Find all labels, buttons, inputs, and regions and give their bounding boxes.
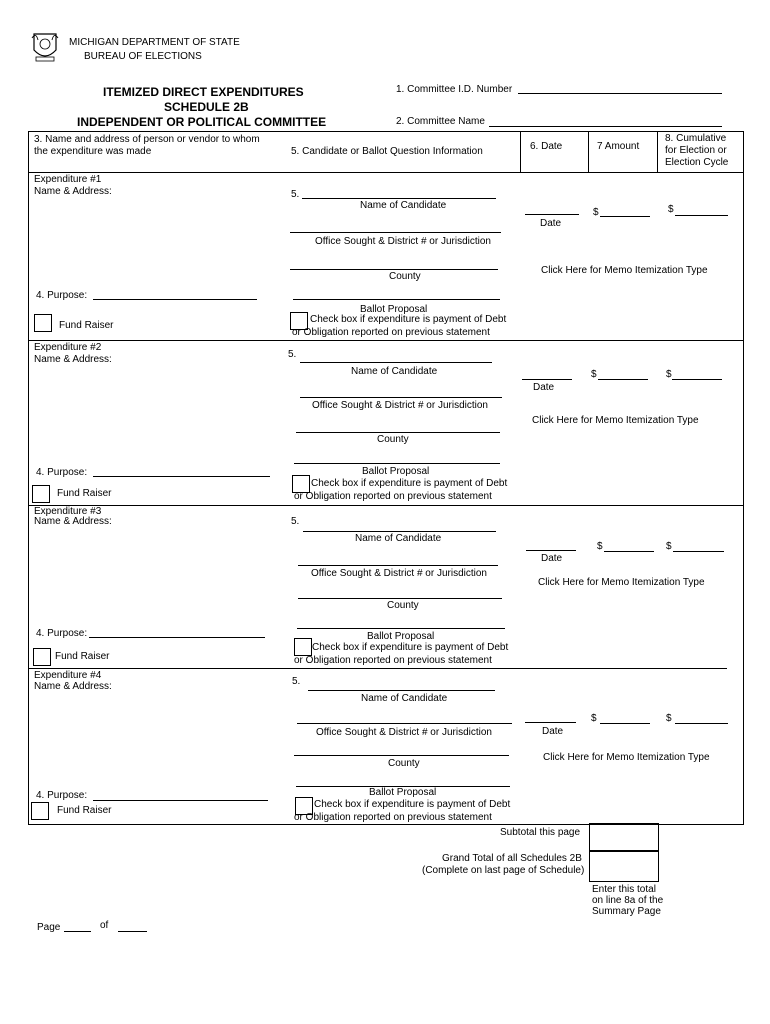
cumulative-field[interactable] (675, 215, 728, 216)
date-field[interactable] (526, 550, 576, 551)
memo-itemization-link[interactable]: Click Here for Memo Itemization Type (541, 265, 708, 276)
grand-total-field[interactable] (589, 850, 659, 882)
debt-payment-label: Check box if expenditure is payment of Debt (312, 642, 509, 653)
cumulative-field[interactable] (673, 551, 724, 552)
debt-payment-label-2: or Obligation reported on previous statement (292, 327, 490, 338)
candidate-name-label: Name of Candidate (360, 200, 447, 211)
item-five-label: 5. (288, 349, 297, 360)
candidate-name-label: Name of Candidate (355, 533, 442, 544)
column-header-vendor: 3. Name and address of person or vendor to whom the expenditure was made (34, 134, 260, 157)
column-header-amount: 7 Amount (597, 141, 640, 152)
column-header-cumulative: 8. Cumulative for Election or Election Cycle (665, 133, 729, 168)
office-sought-field[interactable] (290, 232, 501, 233)
debt-payment-label: Check box if expenditure is payment of Debt (311, 478, 508, 489)
name-address-label: Name & Address: (34, 516, 112, 527)
fund-raiser-label: Fund Raiser (57, 488, 112, 499)
committee-id-label: 1. Committee I.D. Number (396, 84, 513, 95)
amount-dollar-sign: $ (593, 207, 599, 218)
page-label: Page (37, 922, 61, 933)
ballot-proposal-label: Ballot Proposal (360, 304, 428, 315)
column-header-candidate: 5. Candidate or Ballot Question Information (291, 146, 483, 157)
candidate-name-field[interactable] (302, 198, 496, 199)
page-total-field[interactable] (118, 931, 147, 932)
cumulative-field[interactable] (672, 379, 722, 380)
committee-name-label: 2. Committee Name (396, 116, 485, 127)
header-divider (28, 172, 743, 173)
date-field[interactable] (525, 214, 579, 215)
debt-payment-label: Check box if expenditure is payment of Debt (314, 799, 511, 810)
expenditure-label: Expenditure #1 (34, 174, 102, 185)
date-field[interactable] (522, 379, 572, 380)
memo-itemization-link[interactable]: Click Here for Memo Itemization Type (543, 752, 710, 763)
cumulative-field[interactable] (675, 723, 728, 724)
purpose-label: 4. Purpose: (36, 290, 88, 301)
purpose-label: 4. Purpose: (36, 790, 88, 801)
cumulative-dollar-sign: $ (666, 541, 672, 552)
date-label: Date (541, 553, 563, 564)
cumulative-dollar-sign: $ (666, 713, 672, 724)
debt-payment-label-2: or Obligation reported on previous statement (294, 491, 492, 502)
candidate-name-field[interactable] (303, 531, 496, 532)
ballot-proposal-field[interactable] (297, 628, 505, 629)
column-header-date: 6. Date (530, 141, 563, 152)
office-sought-label: Office Sought & District # or Jurisdiction (312, 400, 488, 411)
fund-raiser-label: Fund Raiser (57, 805, 112, 816)
candidate-name-label: Name of Candidate (351, 366, 438, 377)
committee-id-field[interactable] (518, 93, 722, 94)
col-divider-7 (588, 131, 589, 172)
form-title-line2: SCHEDULE 2B (164, 100, 249, 114)
form-title-line3: INDEPENDENT OR POLITICAL COMMITTEE (77, 115, 327, 129)
amount-field[interactable] (600, 723, 650, 724)
ballot-proposal-field[interactable] (293, 299, 500, 300)
office-sought-field[interactable] (300, 397, 502, 398)
candidate-name-label: Name of Candidate (361, 693, 448, 704)
memo-itemization-link[interactable]: Click Here for Memo Itemization Type (538, 577, 705, 588)
ballot-proposal-field[interactable] (294, 463, 500, 464)
county-field[interactable] (298, 598, 502, 599)
purpose-field[interactable] (89, 637, 265, 638)
county-label: County (377, 434, 409, 445)
debt-payment-label-2: or Obligation reported on previous statement (294, 655, 492, 666)
date-field[interactable] (525, 722, 576, 723)
grand-total-label: Grand Total of all Schedules 2B (442, 853, 582, 864)
cumulative-dollar-sign: $ (666, 369, 672, 380)
enter-total-note-2: on line 8a of the (592, 895, 664, 906)
county-label: County (389, 271, 421, 282)
amount-field[interactable] (604, 551, 654, 552)
purpose-field[interactable] (93, 800, 268, 801)
debt-payment-checkbox[interactable] (294, 638, 312, 656)
fund-raiser-label: Fund Raiser (55, 651, 110, 662)
office-sought-field[interactable] (298, 565, 498, 566)
ballot-proposal-label: Ballot Proposal (362, 466, 430, 477)
department-name: MICHIGAN DEPARTMENT OF STATE (69, 37, 240, 48)
expenditure-label: Expenditure #3 (34, 506, 102, 517)
expenditure-label: Expenditure #2 (34, 342, 102, 353)
form-title-line1: ITEMIZED DIRECT EXPENDITURES (103, 85, 304, 99)
row-divider (28, 505, 743, 506)
name-address-label: Name & Address: (34, 354, 112, 365)
candidate-name-field[interactable] (300, 362, 492, 363)
item-five-label: 5. (292, 676, 301, 687)
committee-name-field[interactable] (489, 126, 722, 127)
cumulative-dollar-sign: $ (668, 204, 674, 215)
item-five-label: 5. (291, 189, 300, 200)
amount-dollar-sign: $ (591, 369, 597, 380)
amount-field[interactable] (600, 216, 650, 217)
purpose-field[interactable] (93, 476, 270, 477)
office-sought-label: Office Sought & District # or Jurisdiction (311, 568, 487, 579)
fund-raiser-checkbox[interactable] (33, 648, 51, 666)
amount-dollar-sign: $ (597, 541, 603, 552)
candidate-name-field[interactable] (308, 690, 495, 691)
enter-total-note-3: Summary Page (592, 906, 661, 917)
purpose-field[interactable] (93, 299, 257, 300)
county-label: County (387, 600, 419, 611)
date-label: Date (542, 726, 564, 737)
purpose-label: 4. Purpose: (36, 467, 88, 478)
grand-total-note: (Complete on last page of Schedule) (422, 865, 585, 876)
page-of-label: of (100, 920, 109, 931)
subtotal-field[interactable] (589, 823, 659, 852)
name-address-label: Name & Address: (34, 681, 112, 692)
enter-total-note-1: Enter this total (592, 884, 656, 895)
name-address-label: Name & Address: (34, 186, 112, 197)
col-divider-6 (520, 131, 521, 172)
fund-raiser-label: Fund Raiser (59, 320, 114, 331)
county-label: County (388, 758, 420, 769)
michigan-seal-icon (30, 30, 60, 64)
office-sought-label: Office Sought & District # or Jurisdiction (316, 727, 492, 738)
fund-raiser-checkbox[interactable] (34, 314, 52, 332)
ballot-proposal-label: Ballot Proposal (367, 631, 435, 642)
fund-raiser-checkbox[interactable] (31, 802, 49, 820)
fund-raiser-checkbox[interactable] (32, 485, 50, 503)
date-label: Date (540, 218, 562, 229)
county-field[interactable] (294, 755, 509, 756)
county-field[interactable] (290, 269, 498, 270)
expenditure-label: Expenditure #4 (34, 670, 102, 681)
amount-field[interactable] (598, 379, 648, 380)
office-sought-label: Office Sought & District # or Jurisdiction (315, 236, 491, 247)
page-number-field[interactable] (64, 931, 91, 932)
date-label: Date (533, 382, 555, 393)
row-divider (28, 340, 743, 341)
ballot-proposal-label: Ballot Proposal (369, 787, 437, 798)
bureau-name: BUREAU OF ELECTIONS (84, 51, 202, 62)
subtotal-label: Subtotal this page (500, 827, 581, 838)
debt-payment-label-2: or Obligation reported on previous statement (294, 812, 492, 823)
office-sought-field[interactable] (297, 723, 512, 724)
col-divider-8 (657, 131, 658, 172)
purpose-label: 4. Purpose: (36, 628, 88, 639)
item-five-label: 5. (291, 516, 300, 527)
amount-dollar-sign: $ (591, 713, 597, 724)
memo-itemization-link[interactable]: Click Here for Memo Itemization Type (532, 415, 699, 426)
county-field[interactable] (296, 432, 500, 433)
row-divider (28, 668, 727, 669)
debt-payment-label: Check box if expenditure is payment of Debt (310, 314, 507, 325)
